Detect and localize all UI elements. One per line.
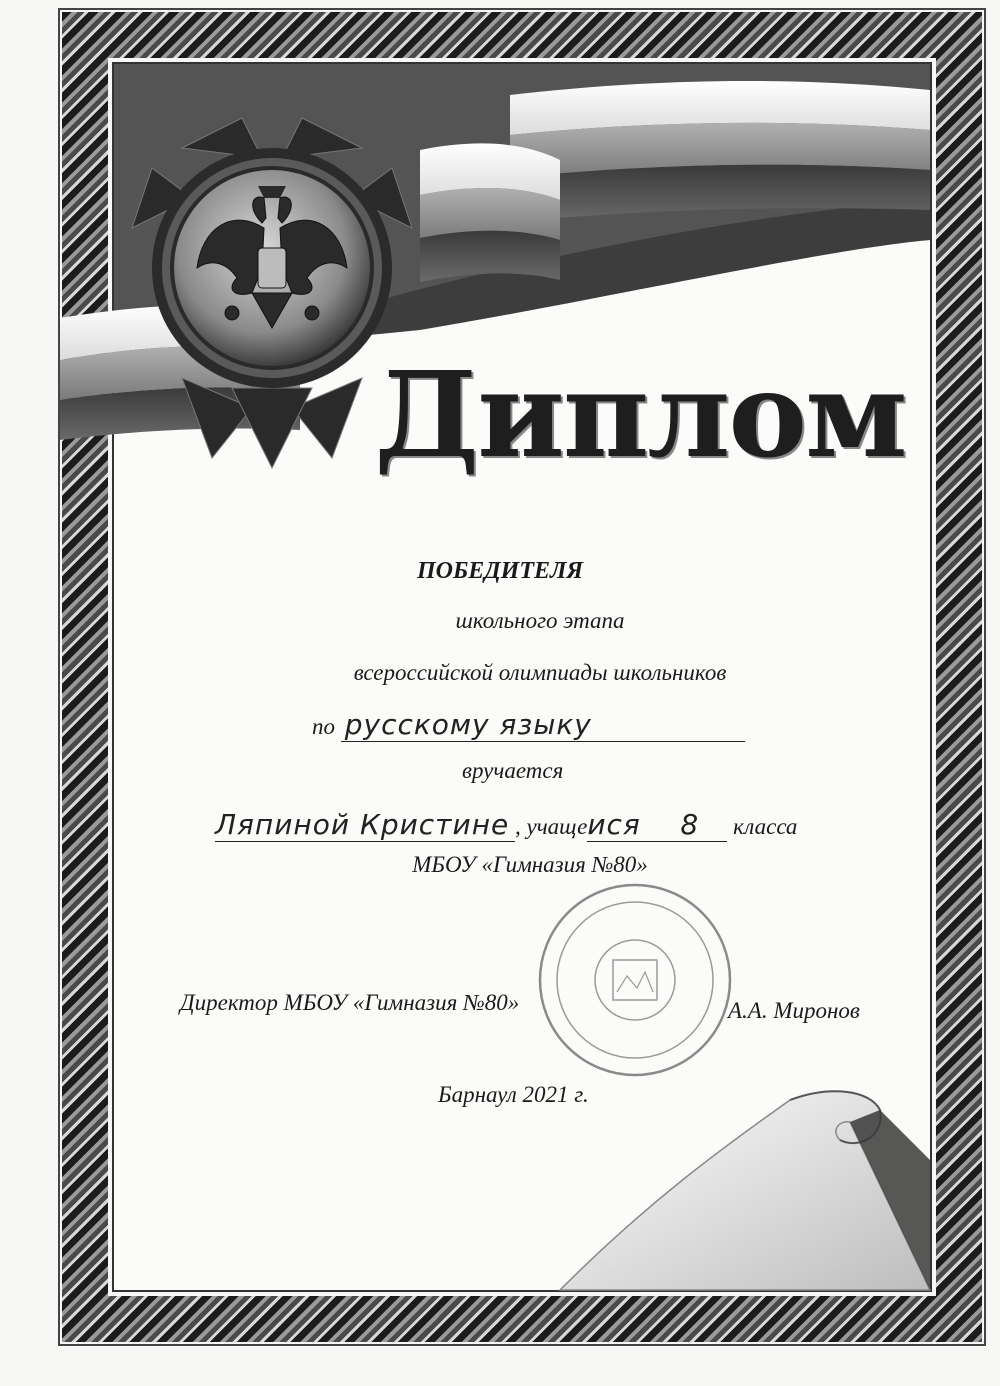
student-suffix-and-grade xyxy=(587,808,727,842)
awarded-line: вручается xyxy=(462,758,564,783)
recipient-comma: , xyxy=(515,814,521,839)
subject-line xyxy=(312,708,745,742)
school-stamp xyxy=(535,880,735,1080)
heading-winner: ПОБЕДИТЕЛЯ xyxy=(417,558,583,584)
student-prefix: учаще xyxy=(526,814,588,839)
school-line: МБОУ «Гимназия №80» xyxy=(412,852,648,877)
subject-value: русскому языку xyxy=(341,708,745,742)
student-suffix: ися xyxy=(587,808,641,841)
recipient-line xyxy=(215,808,797,842)
place-date: Барнаул 2021 г. xyxy=(438,1082,589,1107)
director-name: А.А. Миронов xyxy=(728,998,860,1023)
director-position: Директор МБОУ «Гимназия №80» xyxy=(180,990,520,1015)
recipient-name: Ляпиной Кристине xyxy=(215,808,515,842)
page-curl xyxy=(560,1091,930,1290)
class-word: класса xyxy=(733,814,798,839)
grade-value: 8 xyxy=(680,808,700,841)
stage-line: школьного этапа xyxy=(455,608,625,633)
subject-prefix: по xyxy=(312,714,335,739)
olympiad-line: всероссийской олимпиады школьников xyxy=(353,660,727,685)
diploma-title: Диплом xyxy=(374,345,906,484)
